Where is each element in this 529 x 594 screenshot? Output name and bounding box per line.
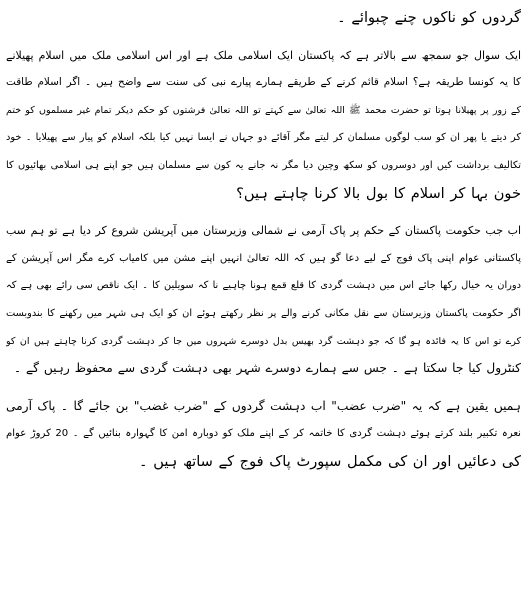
paragraph-question [6,42,521,208]
text-line: اب جب حکومت پاکستان کے حکم پر پاک آرمی نے شمالی وزیرستان میں آپریشن شروع کر دیا ہے تو ہم سب [6,224,521,238]
paragraph-gap [6,207,521,217]
paragraph-gap [6,32,521,42]
text-line: ایک سوال جو سمجھ سے بالاتر ہے کہ پاکستان ایک اسلامی ملک ہے اور اس اسلامی ملک میں اسلام پھیلانے [6,48,521,62]
text-line: کنٹرول کیا جا سکتا ہے ۔ جس سے ہمارے دوسرے شہر بھی دہشت گردی سے محفوظ رہیں گے ۔ [14,361,521,376]
paragraph-conclusion [6,393,521,476]
paragraph-intro [6,4,521,32]
paragraph-operation [6,217,521,383]
text-line: کا یہ کونسا طریقہ ہے؟ اسلام قائم کرنے کے طریقے ہمارے پیارے نبی کی سنت سے واضح ہیں ۔ اگر اسلام طاقت [6,76,521,89]
text-line: کے زور پر پھیلانا ہوتا تو حضرت محمد ﷺ اللہ تعالیٰ سے کہتے تو اللہ تعالیٰ فرشتوں کو حکم دیکر تمام غیر مسلموں کو ختم [6,104,521,116]
text-line: تکالیف برداشت کیں اور دوسروں کو سکھ وچین دیا مگر نہ جانے یہ کون سے مسلمان ہیں جو اپنے ہی اسلامی بھائیوں کا [6,159,521,171]
text-line: کر دیتے یا پھر ان کو سب لوگوں مسلمان کر لیتے مگر آقائے دو جہاں نے ایسا نہیں کیا بلکہ اسلام کو پیار سے پھیلایا ۔ خود [6,132,521,144]
text-line: خون بہا کر اسلام کا بول بالا کرنا چاہتے ہیں؟ [236,184,521,202]
text-line: گردوں کو ناکوں چنے چبوائے ۔ [337,9,521,26]
paragraph-gap [6,383,521,393]
text-line: دوران یہ خیال رکھا جائے اس میں دہشت گردی کا قلع قمع ہونا چاہیے نا کہ سویلین کا ۔ ایک ناقص سی رائے بھی ہے کہ [6,280,521,292]
text-line: کرے تو اس کا یہ فائدہ ہو گا کہ جو دہشت گرد بھیس بدل دوسرے شہروں میں جا کر دہشت گردی کرنا چاہتے ہیں ان کو [6,335,521,347]
text-line: اگر حکومت پاکستان وزیرستان سے نقل مکانی کرنے والے پر نظر رکھتے ہوئے ان کو ایک ہی شہر میں رکھنے کا بندوبست [6,307,521,319]
text-line: کی دعائیں اور ان کی مکمل سپورٹ پاک فوج کے ساتھ ہیں ۔ [139,452,521,470]
text-line: پاکستانی عوام اپنی پاک فوج کے لیے دعا گو ہیں کہ اللہ تعالیٰ انہیں اپنے مشن میں کامیاب کرے مگر اس آپریشن کے [6,252,521,264]
text-line: نعرہ تکبیر بلند کرتے ہوئے دہشت گردی کا خاتمہ کر کے اپنے ملک کو دوبارہ امن کا گہوارہ بنائیں گے ۔ 20 کروڑ عوام [6,428,521,440]
text-line: ہمیں یقین ہے کہ یہ "ضرب عضب" اب دہشت گردوں کے "ضرب غضب" بن جائے گا ۔ پاک آرمی [6,398,521,413]
